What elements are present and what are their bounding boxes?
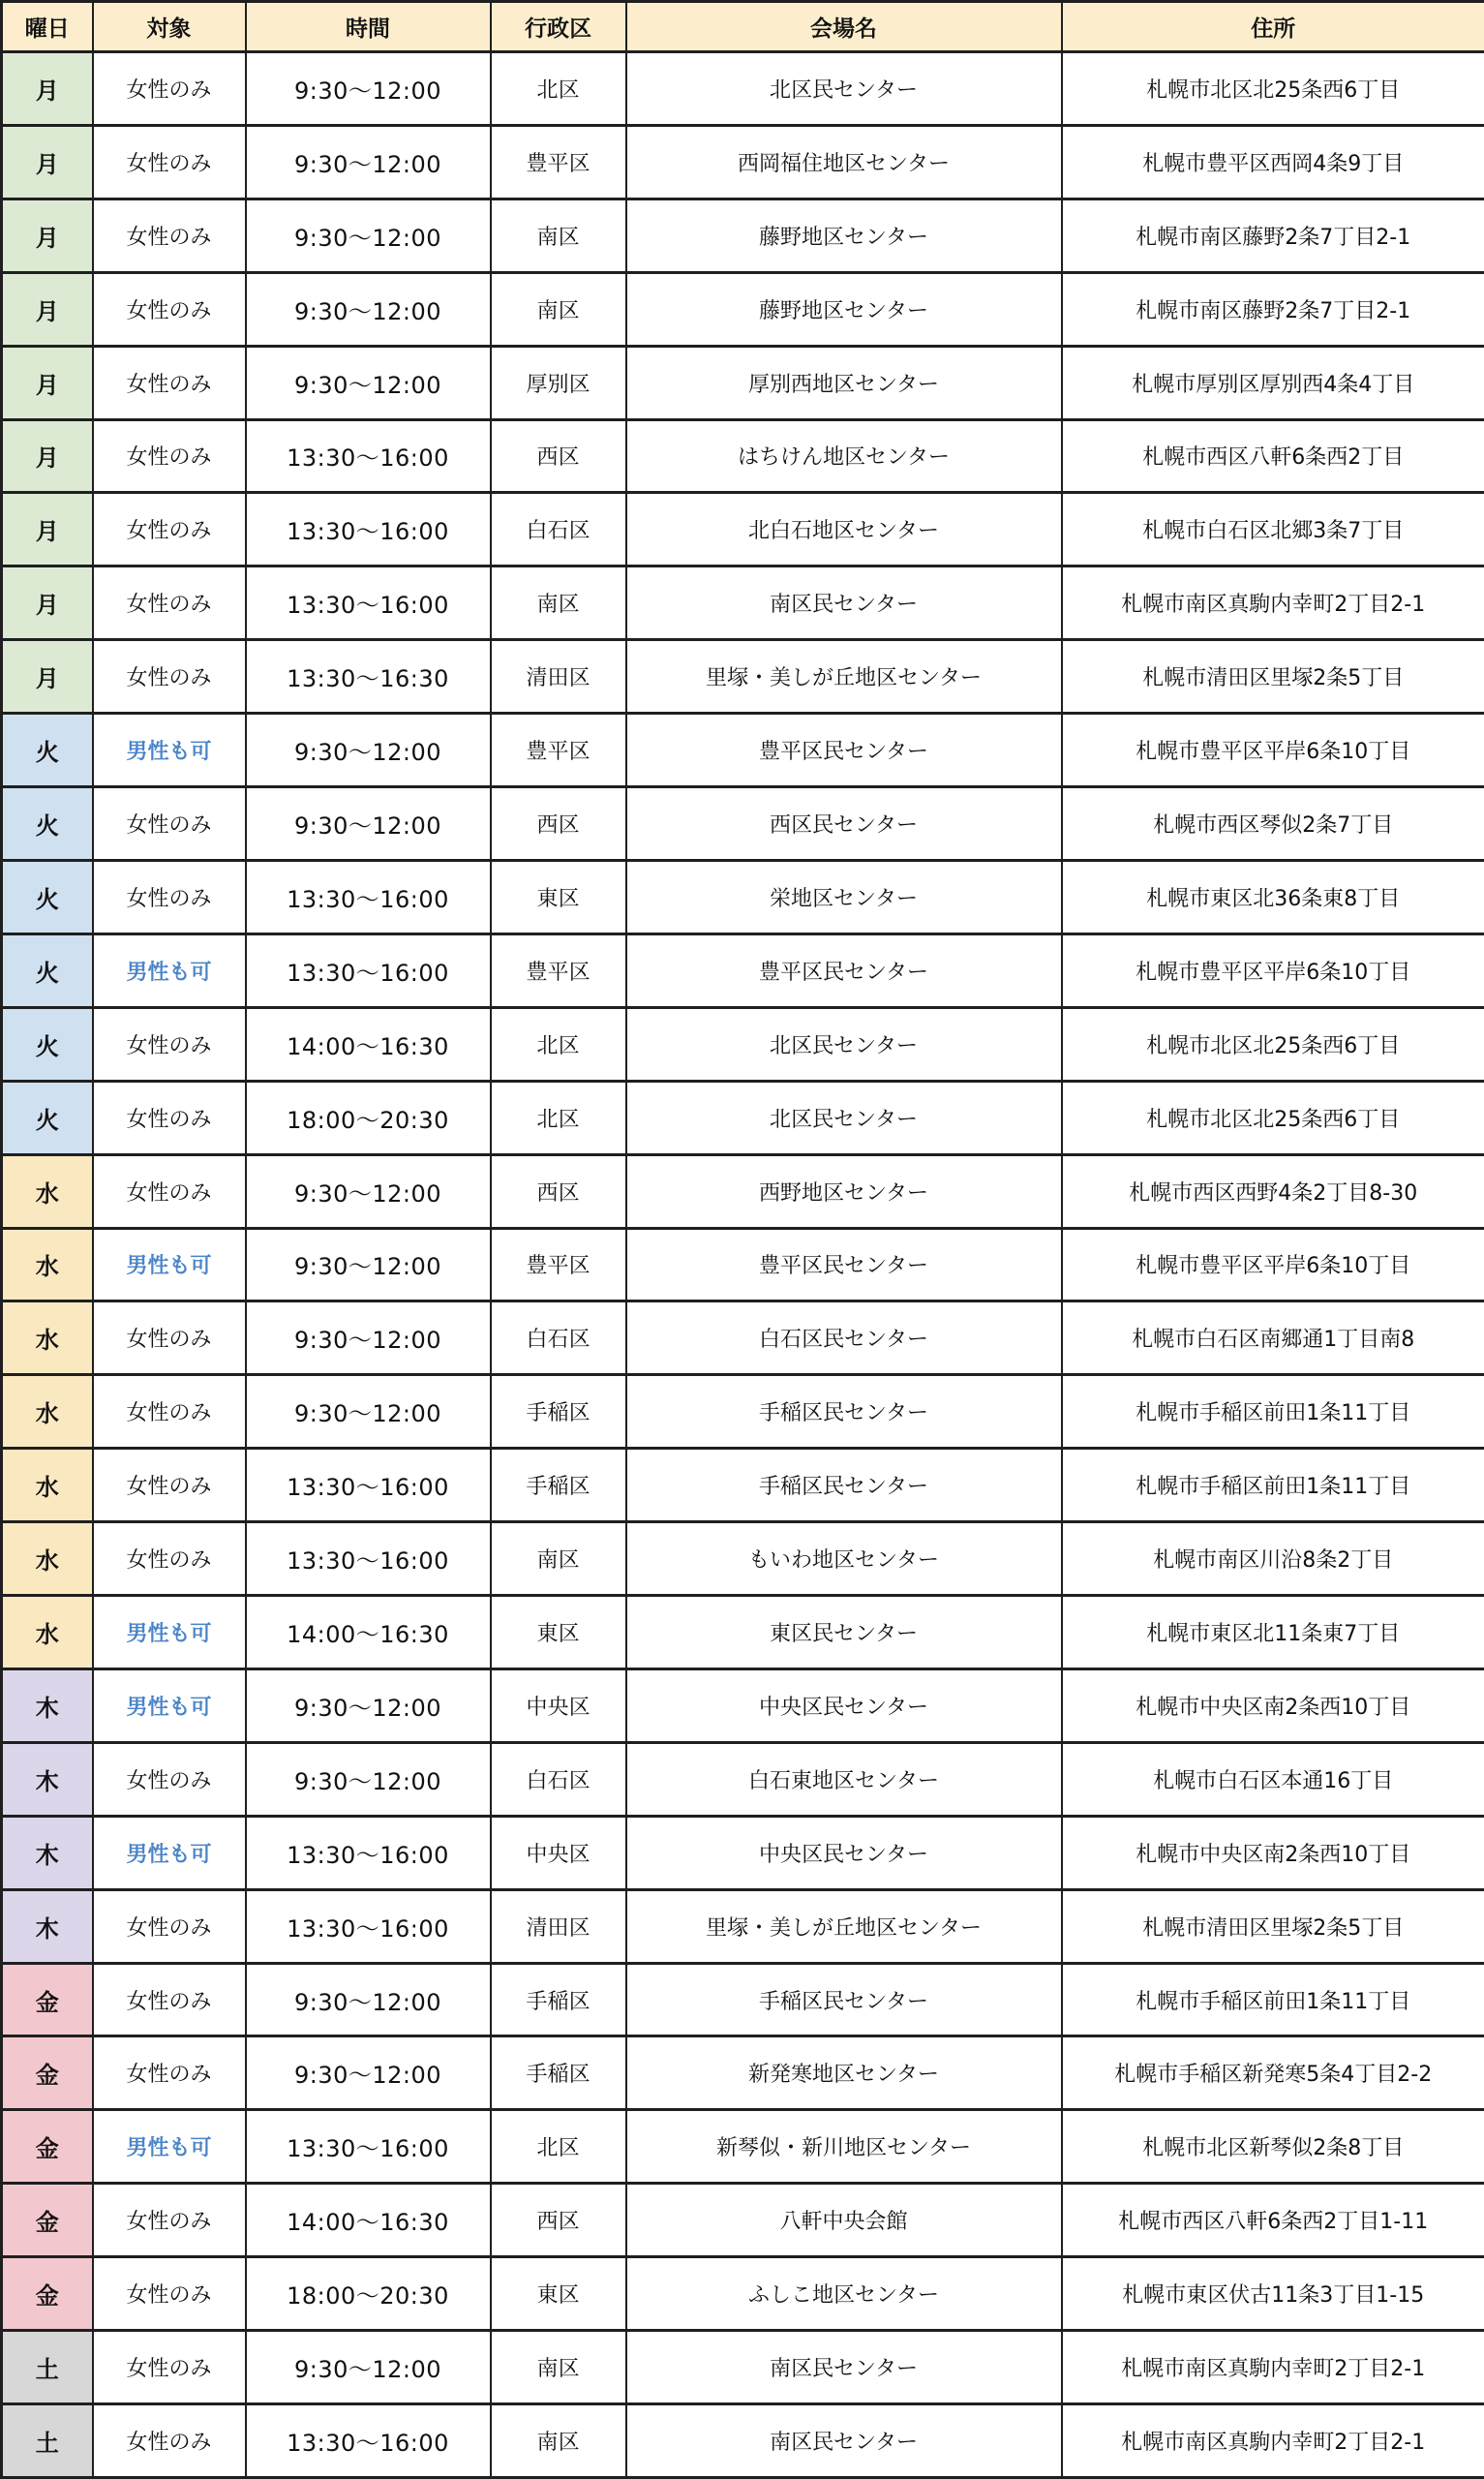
cell-address: 札幌市西区八軒6条西2丁目 <box>1062 419 1484 493</box>
cell-district: 西区 <box>491 2184 626 2257</box>
cell-venue: 西区民センター <box>626 787 1062 861</box>
table-row <box>2 2331 1484 2404</box>
cell-time: 13:30〜16:00 <box>246 2404 491 2478</box>
cell-district: 豊平区 <box>491 125 626 199</box>
cell-target: 男性も可 <box>93 1668 246 1742</box>
cell-target: 女性のみ <box>93 860 246 933</box>
cell-time: 9:30〜12:00 <box>246 787 491 861</box>
cell-time: 9:30〜12:00 <box>246 346 491 419</box>
cell-address: 札幌市豊平区平岸6条10丁目 <box>1062 933 1484 1007</box>
cell-venue: 西岡福住地区センター <box>626 125 1062 199</box>
table-row <box>2 2184 1484 2257</box>
cell-target: 女性のみ <box>93 566 246 640</box>
cell-target: 女性のみ <box>93 2036 246 2110</box>
cell-venue: 里塚・美しが丘地区センター <box>626 1889 1062 1963</box>
table-row <box>2 933 1484 1007</box>
cell-day: 水 <box>2 1449 93 1522</box>
cell-time: 13:30〜16:30 <box>246 640 491 714</box>
cell-day: 木 <box>2 1742 93 1816</box>
header-address: 住所 <box>1062 2 1484 52</box>
cell-district: 手稲区 <box>491 1449 626 1522</box>
cell-time: 9:30〜12:00 <box>246 52 491 126</box>
cell-address: 札幌市東区北11条東7丁目 <box>1062 1596 1484 1669</box>
cell-time: 9:30〜12:00 <box>246 1668 491 1742</box>
cell-address: 札幌市白石区北郷3条7丁目 <box>1062 493 1484 566</box>
cell-day: 火 <box>2 1081 93 1154</box>
cell-venue: 北区民センター <box>626 1081 1062 1154</box>
cell-address: 札幌市豊平区平岸6条10丁目 <box>1062 1228 1484 1301</box>
cell-day: 水 <box>2 1301 93 1375</box>
cell-target: 女性のみ <box>93 199 246 272</box>
cell-time: 14:00〜16:30 <box>246 2184 491 2257</box>
cell-time: 9:30〜12:00 <box>246 1742 491 1816</box>
cell-target: 女性のみ <box>93 1889 246 1963</box>
cell-time: 9:30〜12:00 <box>246 125 491 199</box>
table-row <box>2 1301 1484 1375</box>
header-day: 曜日 <box>2 2 93 52</box>
cell-address: 札幌市南区真駒内幸町2丁目2-1 <box>1062 566 1484 640</box>
table-row <box>2 1007 1484 1081</box>
table-row <box>2 860 1484 933</box>
cell-venue: 南区民センター <box>626 2331 1062 2404</box>
cell-address: 札幌市清田区里塚2条5丁目 <box>1062 1889 1484 1963</box>
cell-target: 男性も可 <box>93 1228 246 1301</box>
table-row <box>2 640 1484 714</box>
table-row <box>2 1449 1484 1522</box>
cell-district: 北区 <box>491 52 626 126</box>
cell-venue: 栄地区センター <box>626 860 1062 933</box>
cell-district: 南区 <box>491 2331 626 2404</box>
cell-venue: 南区民センター <box>626 566 1062 640</box>
cell-target: 女性のみ <box>93 1301 246 1375</box>
cell-address: 札幌市手稲区前田1条11丁目 <box>1062 1375 1484 1449</box>
cell-day: 金 <box>2 2036 93 2110</box>
cell-district: 豊平区 <box>491 933 626 1007</box>
cell-district: 北区 <box>491 1007 626 1081</box>
cell-district: 清田区 <box>491 640 626 714</box>
cell-address: 札幌市西区琴似2条7丁目 <box>1062 787 1484 861</box>
cell-address: 札幌市北区北25条西6丁目 <box>1062 52 1484 126</box>
cell-day: 月 <box>2 199 93 272</box>
cell-district: 白石区 <box>491 1742 626 1816</box>
cell-target: 女性のみ <box>93 1154 246 1228</box>
cell-address: 札幌市中央区南2条西10丁目 <box>1062 1668 1484 1742</box>
cell-district: 東区 <box>491 860 626 933</box>
cell-address: 札幌市東区伏古11条3丁目1-15 <box>1062 2257 1484 2331</box>
cell-day: 火 <box>2 860 93 933</box>
cell-time: 9:30〜12:00 <box>246 1963 491 2036</box>
cell-venue: 新琴似・新川地区センター <box>626 2110 1062 2184</box>
cell-district: 厚別区 <box>491 346 626 419</box>
table-row <box>2 346 1484 419</box>
cell-district: 白石区 <box>491 1301 626 1375</box>
cell-target: 女性のみ <box>93 125 246 199</box>
cell-time: 13:30〜16:00 <box>246 1449 491 1522</box>
table-row <box>2 1081 1484 1154</box>
cell-target: 女性のみ <box>93 1963 246 2036</box>
cell-day: 月 <box>2 493 93 566</box>
cell-target: 女性のみ <box>93 346 246 419</box>
cell-district: 中央区 <box>491 1816 626 1889</box>
cell-target: 女性のみ <box>93 272 246 346</box>
cell-time: 9:30〜12:00 <box>246 199 491 272</box>
cell-district: 中央区 <box>491 1668 626 1742</box>
cell-time: 9:30〜12:00 <box>246 1375 491 1449</box>
table-row <box>2 52 1484 126</box>
cell-venue: 八軒中央会館 <box>626 2184 1062 2257</box>
cell-target: 男性も可 <box>93 714 246 787</box>
cell-address: 札幌市南区川沿8条2丁目 <box>1062 1522 1484 1596</box>
table-row <box>2 1742 1484 1816</box>
cell-venue: 藤野地区センター <box>626 199 1062 272</box>
cell-day: 金 <box>2 2184 93 2257</box>
cell-target: 男性も可 <box>93 1816 246 1889</box>
cell-time: 13:30〜16:00 <box>246 1816 491 1889</box>
cell-day: 火 <box>2 714 93 787</box>
cell-address: 札幌市南区真駒内幸町2丁目2-1 <box>1062 2404 1484 2478</box>
table-row <box>2 2036 1484 2110</box>
cell-time: 18:00〜20:30 <box>246 1081 491 1154</box>
table-row <box>2 1963 1484 2036</box>
cell-venue: 里塚・美しが丘地区センター <box>626 640 1062 714</box>
cell-day: 月 <box>2 346 93 419</box>
cell-district: 東区 <box>491 1596 626 1669</box>
cell-venue: 西野地区センター <box>626 1154 1062 1228</box>
cell-day: 火 <box>2 933 93 1007</box>
cell-target: 男性も可 <box>93 1596 246 1669</box>
cell-target: 女性のみ <box>93 493 246 566</box>
cell-venue: 南区民センター <box>626 2404 1062 2478</box>
cell-venue: 豊平区民センター <box>626 714 1062 787</box>
cell-day: 火 <box>2 1007 93 1081</box>
cell-time: 9:30〜12:00 <box>246 272 491 346</box>
header-target: 対象 <box>93 2 246 52</box>
cell-venue: ふしこ地区センター <box>626 2257 1062 2331</box>
table-row <box>2 493 1484 566</box>
cell-venue: 北白石地区センター <box>626 493 1062 566</box>
cell-district: 手稲区 <box>491 1375 626 1449</box>
cell-address: 札幌市西区西野4条2丁目8-30 <box>1062 1154 1484 1228</box>
cell-address: 札幌市手稲区前田1条11丁目 <box>1062 1963 1484 2036</box>
cell-venue: 北区民センター <box>626 52 1062 126</box>
cell-venue: 厚別西地区センター <box>626 346 1062 419</box>
cell-day: 月 <box>2 640 93 714</box>
cell-time: 9:30〜12:00 <box>246 2331 491 2404</box>
table-row <box>2 272 1484 346</box>
cell-time: 13:30〜16:00 <box>246 493 491 566</box>
cell-target: 女性のみ <box>93 2331 246 2404</box>
cell-address: 札幌市東区北36条東8丁目 <box>1062 860 1484 933</box>
cell-time: 14:00〜16:30 <box>246 1007 491 1081</box>
cell-address: 札幌市南区真駒内幸町2丁目2-1 <box>1062 2331 1484 2404</box>
cell-venue: 豊平区民センター <box>626 1228 1062 1301</box>
cell-day: 水 <box>2 1375 93 1449</box>
cell-address: 札幌市手稲区新発寒5条4丁目2-2 <box>1062 2036 1484 2110</box>
cell-target: 男性も可 <box>93 933 246 1007</box>
header-row <box>2 2 1484 52</box>
cell-day: 金 <box>2 2110 93 2184</box>
cell-address: 札幌市白石区南郷通1丁目南8 <box>1062 1301 1484 1375</box>
cell-venue: 白石区民センター <box>626 1301 1062 1375</box>
cell-venue: 東区民センター <box>626 1596 1062 1669</box>
cell-target: 女性のみ <box>93 2184 246 2257</box>
cell-district: 東区 <box>491 2257 626 2331</box>
cell-address: 札幌市白石区本通16丁目 <box>1062 1742 1484 1816</box>
table-row <box>2 1816 1484 1889</box>
cell-time: 14:00〜16:30 <box>246 1596 491 1669</box>
cell-target: 女性のみ <box>93 1007 246 1081</box>
cell-target: 女性のみ <box>93 52 246 126</box>
cell-day: 水 <box>2 1522 93 1596</box>
cell-day: 木 <box>2 1816 93 1889</box>
cell-day: 木 <box>2 1889 93 1963</box>
cell-district: 南区 <box>491 199 626 272</box>
cell-venue: 藤野地区センター <box>626 272 1062 346</box>
cell-target: 女性のみ <box>93 640 246 714</box>
cell-venue: 中央区民センター <box>626 1668 1062 1742</box>
cell-day: 月 <box>2 52 93 126</box>
cell-district: 南区 <box>491 2404 626 2478</box>
cell-time: 9:30〜12:00 <box>246 2036 491 2110</box>
cell-district: 北区 <box>491 2110 626 2184</box>
cell-address: 札幌市北区北25条西6丁目 <box>1062 1081 1484 1154</box>
cell-district: 西区 <box>491 419 626 493</box>
table-row <box>2 1228 1484 1301</box>
table-row <box>2 1375 1484 1449</box>
table-row <box>2 787 1484 861</box>
cell-time: 9:30〜12:00 <box>246 1228 491 1301</box>
cell-venue: 手稲区民センター <box>626 1449 1062 1522</box>
header-time: 時間 <box>246 2 491 52</box>
cell-time: 13:30〜16:00 <box>246 1889 491 1963</box>
cell-venue: もいわ地区センター <box>626 1522 1062 1596</box>
cell-target: 女性のみ <box>93 1522 246 1596</box>
cell-day: 火 <box>2 787 93 861</box>
table-row <box>2 2404 1484 2478</box>
table-row <box>2 2110 1484 2184</box>
cell-target: 女性のみ <box>93 1742 246 1816</box>
cell-district: 北区 <box>491 1081 626 1154</box>
table-row <box>2 566 1484 640</box>
cell-day: 金 <box>2 2257 93 2331</box>
cell-address: 札幌市厚別区厚別西4条4丁目 <box>1062 346 1484 419</box>
cell-time: 9:30〜12:00 <box>246 714 491 787</box>
cell-venue: 北区民センター <box>626 1007 1062 1081</box>
cell-day: 土 <box>2 2331 93 2404</box>
cell-time: 18:00〜20:30 <box>246 2257 491 2331</box>
cell-day: 土 <box>2 2404 93 2478</box>
cell-district: 白石区 <box>491 493 626 566</box>
cell-address: 札幌市豊平区西岡4条9丁目 <box>1062 125 1484 199</box>
cell-target: 女性のみ <box>93 419 246 493</box>
cell-time: 13:30〜16:00 <box>246 419 491 493</box>
cell-day: 水 <box>2 1154 93 1228</box>
cell-time: 13:30〜16:00 <box>246 566 491 640</box>
cell-address: 札幌市西区八軒6条西2丁目1-11 <box>1062 2184 1484 2257</box>
table-row <box>2 125 1484 199</box>
cell-day: 月 <box>2 566 93 640</box>
cell-district: 西区 <box>491 787 626 861</box>
cell-district: 豊平区 <box>491 1228 626 1301</box>
cell-address: 札幌市北区新琴似2条8丁目 <box>1062 2110 1484 2184</box>
cell-address: 札幌市豊平区平岸6条10丁目 <box>1062 714 1484 787</box>
cell-district: 手稲区 <box>491 1963 626 2036</box>
table-row <box>2 1154 1484 1228</box>
cell-day: 水 <box>2 1228 93 1301</box>
table-row <box>2 199 1484 272</box>
cell-district: 手稲区 <box>491 2036 626 2110</box>
cell-day: 木 <box>2 1668 93 1742</box>
cell-address: 札幌市北区北25条西6丁目 <box>1062 1007 1484 1081</box>
header-venue: 会場名 <box>626 2 1062 52</box>
cell-venue: 白石東地区センター <box>626 1742 1062 1816</box>
cell-venue: はちけん地区センター <box>626 419 1062 493</box>
cell-target: 女性のみ <box>93 2257 246 2331</box>
cell-district: 豊平区 <box>491 714 626 787</box>
table-row <box>2 1522 1484 1596</box>
cell-target: 男性も可 <box>93 2110 246 2184</box>
cell-venue: 豊平区民センター <box>626 933 1062 1007</box>
table-row <box>2 1889 1484 1963</box>
cell-address: 札幌市南区藤野2条7丁目2-1 <box>1062 272 1484 346</box>
cell-time: 13:30〜16:00 <box>246 1522 491 1596</box>
cell-district: 西区 <box>491 1154 626 1228</box>
cell-day: 水 <box>2 1596 93 1669</box>
cell-day: 月 <box>2 419 93 493</box>
cell-address: 札幌市清田区里塚2条5丁目 <box>1062 640 1484 714</box>
cell-target: 女性のみ <box>93 787 246 861</box>
table-row <box>2 714 1484 787</box>
cell-address: 札幌市手稲区前田1条11丁目 <box>1062 1449 1484 1522</box>
cell-venue: 手稲区民センター <box>626 1375 1062 1449</box>
table-row <box>2 419 1484 493</box>
cell-address: 札幌市中央区南2条西10丁目 <box>1062 1816 1484 1889</box>
table-row <box>2 1596 1484 1669</box>
cell-district: 南区 <box>491 1522 626 1596</box>
cell-time: 9:30〜12:00 <box>246 1301 491 1375</box>
cell-target: 女性のみ <box>93 1375 246 1449</box>
cell-venue: 中央区民センター <box>626 1816 1062 1889</box>
cell-target: 女性のみ <box>93 1081 246 1154</box>
cell-venue: 新発寒地区センター <box>626 2036 1062 2110</box>
cell-district: 清田区 <box>491 1889 626 1963</box>
cell-target: 女性のみ <box>93 1449 246 1522</box>
cell-target: 女性のみ <box>93 2404 246 2478</box>
header-district: 行政区 <box>491 2 626 52</box>
cell-time: 13:30〜16:00 <box>246 860 491 933</box>
cell-district: 南区 <box>491 272 626 346</box>
cell-address: 札幌市南区藤野2条7丁目2-1 <box>1062 199 1484 272</box>
cell-district: 南区 <box>491 566 626 640</box>
cell-day: 月 <box>2 272 93 346</box>
cell-time: 9:30〜12:00 <box>246 1154 491 1228</box>
cell-venue: 手稲区民センター <box>626 1963 1062 2036</box>
cell-time: 13:30〜16:00 <box>246 933 491 1007</box>
table-row <box>2 2257 1484 2331</box>
cell-time: 13:30〜16:00 <box>246 2110 491 2184</box>
cell-day: 金 <box>2 1963 93 2036</box>
cell-day: 月 <box>2 125 93 199</box>
table-row <box>2 1668 1484 1742</box>
